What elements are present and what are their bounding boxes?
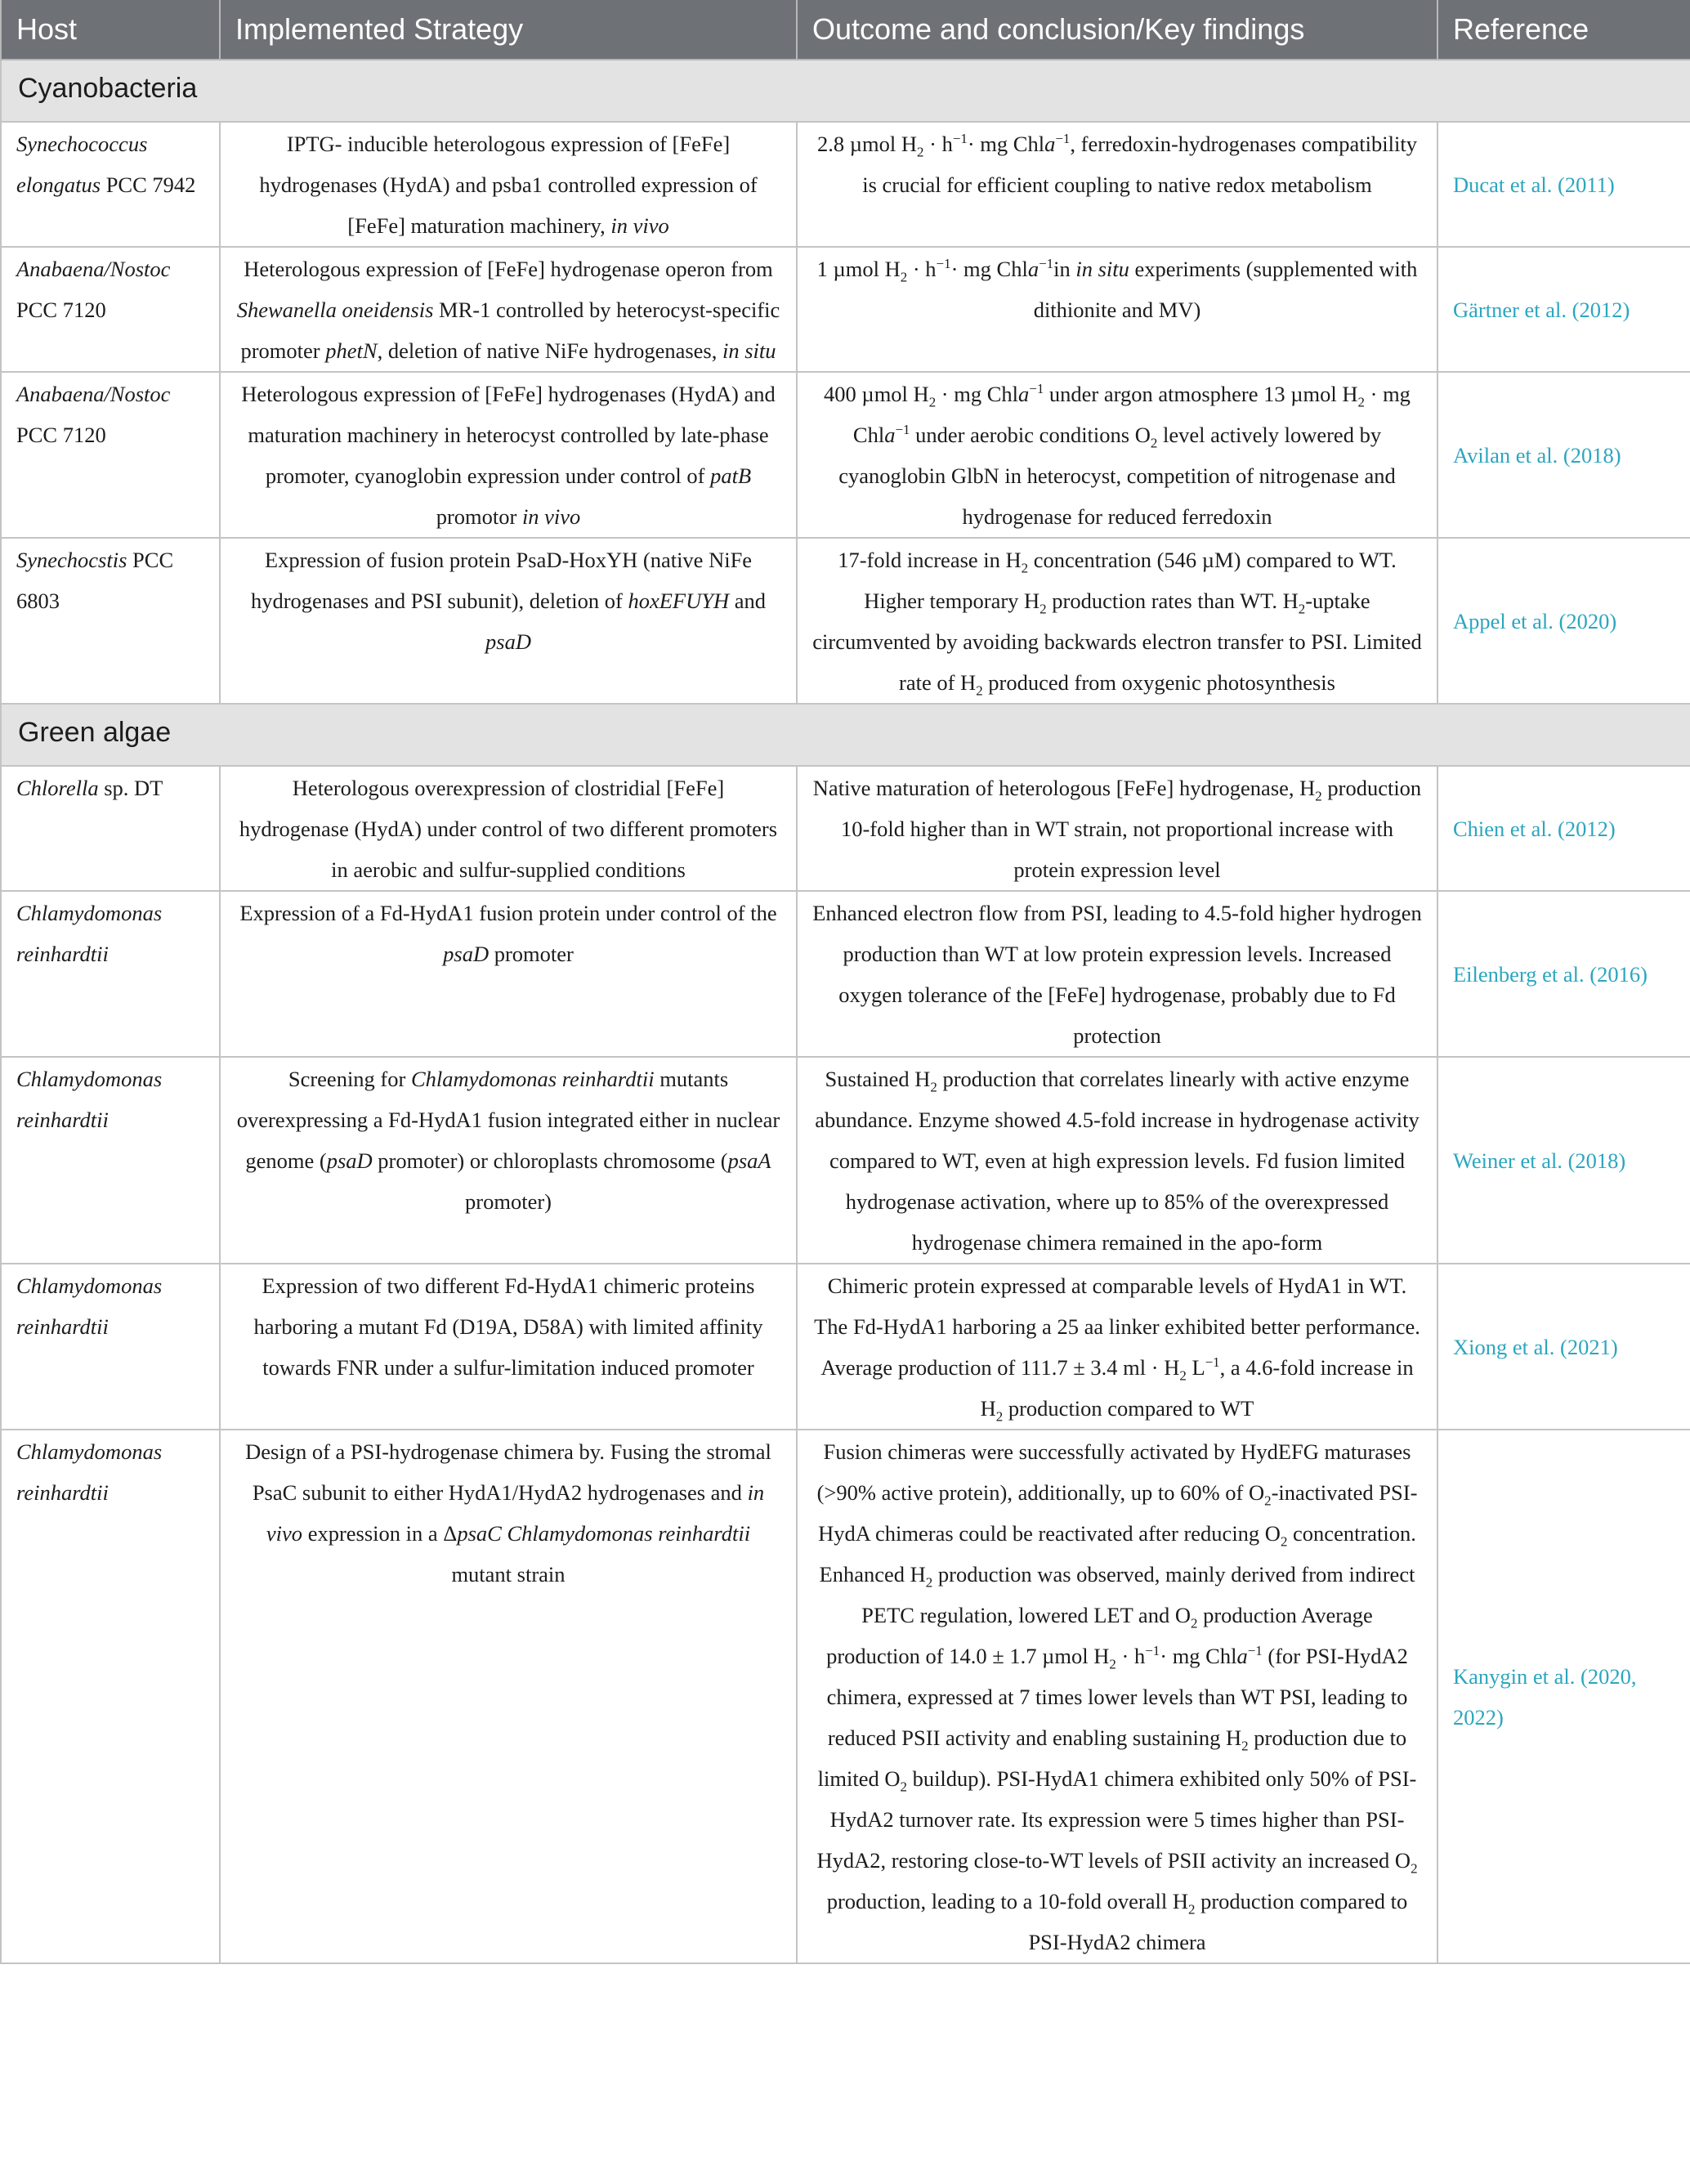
outcome-cell: Chimeric protein expressed at comparable levels of HydA1 in WT. The Fd-HydA1 harboring a 25 aa linker exhibited better performance. Average production of 111.7 ± 3.4 ml · $H_2$ $L^{-1}$, a 4.6-fold increase in $H_2$ production compared to WT (797, 1264, 1437, 1430)
host-cell: Chlamydomonas reinhardtii (1, 1057, 220, 1264)
table-row (1, 372, 1690, 538)
host-cell: Chlamydomonas reinhardtii (1, 891, 220, 1057)
header-outcome: Outcome and conclusion/Key findings (797, 0, 1437, 60)
strategy-cell: Heterologous expression of [FeFe] hydrogenases (HydA) and maturation machinery in heterocyst controlled by late-phase promoter, cyanoglobin expression under control of patB promotor in vivo (220, 372, 797, 538)
outcome-cell: Sustained $H_2$ production that correlates linearly with active enzyme abundance. Enzyme showed 4.5-fold increase in hydrogenase activity compared to WT, even at high expression levels. Fd fusion limited hydrogenase activation, where up to 85% of the overexpressed hydrogenase chimera remained in the apo-form (797, 1057, 1437, 1264)
table-row (1, 891, 1690, 1057)
host-cell: Chlorella sp. DT (1, 766, 220, 891)
outcome-cell: Enhanced electron flow from PSI, leading to 4.5-fold higher hydrogen production than WT at low protein expression levels. Increased oxygen tolerance of the [FeFe] hydrogenase, probably due to Fd protection (797, 891, 1437, 1057)
table-row (1, 247, 1690, 372)
outcome-cell: Fusion chimeras were successfully activated by HydEFG maturases (>90% active protein), additionally, up to 60% of $O_2$-inactivated PSI-HydA chimeras could be reactivated after reducing $O_2$ concentration. Enhanced $H_2$ production was observed, mainly derived from indirect PETC regulation, lowered LET and $O_2$ production Average production of 14.0 ± 1.7 µmol $H_2 \cdot h^{-1}\cdot$ mg Chla$^{-1}$ (for PSI-HydA2 chimera, expressed at 7 times lower levels than WT PSI, leading to reduced PSII activity and enabling sustaining $H_2$ production due to limited $O_2$ buildup). PSI-HydA1 chimera exhibited only 50% of PSI-HydA2 turnover rate. Its expression were 5 times higher than PSI-HydA2, restoring close-to-WT levels of PSII activity an increased $O_2$ production, leading to a 10-fold overall $H_2$ production compared to PSI-HydA2 chimera (797, 1430, 1437, 1963)
outcome-cell: 1 µmol $H_2 \cdot h^{-1}\cdot$ mg Chla$^{-1}$in in situ experiments (supplemented with dithionite and MV) (797, 247, 1437, 372)
header-row (1, 0, 1690, 60)
reference-link[interactable]: Gärtner et al. (2012) (1437, 247, 1690, 372)
outcome-cell: Native maturation of heterologous [FeFe] hydrogenase, $H_2$ production 10-fold higher than in WT strain, not proportional increase with protein expression level (797, 766, 1437, 891)
table-row (1, 1264, 1690, 1430)
reference-link[interactable]: Appel et al. (2020) (1437, 538, 1690, 704)
table-row (1, 766, 1690, 891)
strategy-cell: Design of a PSI-hydrogenase chimera by. Fusing the stromal PsaC subunit to either HydA1/HydA2 hydrogenases and in vivo expression in a ΔpsaC Chlamydomonas reinhardtii mutant strain (220, 1430, 797, 1963)
strategy-cell: Expression of a Fd-HydA1 fusion protein under control of the psaD promoter (220, 891, 797, 1057)
reference-link[interactable]: Ducat et al. (2011) (1437, 122, 1690, 247)
outcome-cell: 2.8 µmol $H_2 \cdot h^{-1}\cdot$ mg Chla$^{-1}$, ferredoxin-hydrogenases compatibility is crucial for efficient coupling to native redox metabolism (797, 122, 1437, 247)
host-cell: Synechocstis PCC 6803 (1, 538, 220, 704)
table-row (1, 1057, 1690, 1264)
group-row-cyanobacteria (1, 60, 1690, 122)
reference-link[interactable]: Kanygin et al. (2020, 2022) (1437, 1430, 1690, 1963)
reference-link[interactable]: Avilan et al. (2018) (1437, 372, 1690, 538)
reference-link[interactable]: Eilenberg et al. (2016) (1437, 891, 1690, 1057)
header-strategy: Implemented Strategy (220, 0, 797, 60)
group-label-green-algae: Green algae (1, 704, 1690, 766)
strategy-cell: Heterologous expression of [FeFe] hydrogenase operon from Shewanella oneidensis MR-1 controlled by heterocyst-specific promoter phetN, deletion of native NiFe hydrogenases, in situ (220, 247, 797, 372)
host-cell: Anabaena/Nostoc PCC 7120 (1, 372, 220, 538)
outcome-cell: 17-fold increase in $H_2$ concentration (546 µM) compared to WT. Higher temporary $H_2$ production rates than WT. $H_2$-uptake circumvented by avoiding backwards electron transfer to PSI. Limited rate of $H_2$ produced from oxygenic photosynthesis (797, 538, 1437, 704)
header-reference: Reference (1437, 0, 1690, 60)
reference-link[interactable]: Chien et al. (2012) (1437, 766, 1690, 891)
strategy-cell: Expression of two different Fd-HydA1 chimeric proteins harboring a mutant Fd (D19A, D58A) with limited affinity towards FNR under a sulfur-limitation induced promoter (220, 1264, 797, 1430)
reference-link[interactable]: Xiong et al. (2021) (1437, 1264, 1690, 1430)
table-row (1, 1430, 1690, 1963)
outcome-cell: 400 µmol $H_2$ · mg Chla$^{-1}$ under argon atmosphere 13 µmol $H_2$ · mg Chla$^{-1}$ under aerobic conditions $O_2$ level actively lowered by cyanoglobin GlbN in heterocyst, competition of nitrogenase and hydrogenase for reduced ferredoxin (797, 372, 1437, 538)
group-row-green-algae (1, 704, 1690, 766)
strategy-cell: Heterologous overexpression of clostridial [FeFe] hydrogenase (HydA) under control of two different promoters in aerobic and sulfur-supplied conditions (220, 766, 797, 891)
header-host: Host (1, 0, 220, 60)
strategy-cell: Screening for Chlamydomonas reinhardtii mutants overexpressing a Fd-HydA1 fusion integrated either in nuclear genome (psaD promoter) or chloroplasts chromosome (psaA promoter) (220, 1057, 797, 1264)
table-row (1, 122, 1690, 247)
reference-link[interactable]: Weiner et al. (2018) (1437, 1057, 1690, 1264)
strategy-cell: IPTG- inducible heterologous expression of [FeFe] hydrogenases (HydA) and psba1 controlled expression of [FeFe] maturation machinery, in vivo (220, 122, 797, 247)
host-cell: Chlamydomonas reinhardtii (1, 1430, 220, 1963)
group-label-cyanobacteria: Cyanobacteria (1, 60, 1690, 122)
host-cell: Chlamydomonas reinhardtii (1, 1264, 220, 1430)
strategy-cell: Expression of fusion protein PsaD-HoxYH (native NiFe hydrogenases and PSI subunit), deletion of hoxEFUYH and psaD (220, 538, 797, 704)
host-cell: Synechococcus elongatus PCC 7942 (1, 122, 220, 247)
host-cell: Anabaena/Nostoc PCC 7120 (1, 247, 220, 372)
table-row (1, 538, 1690, 704)
